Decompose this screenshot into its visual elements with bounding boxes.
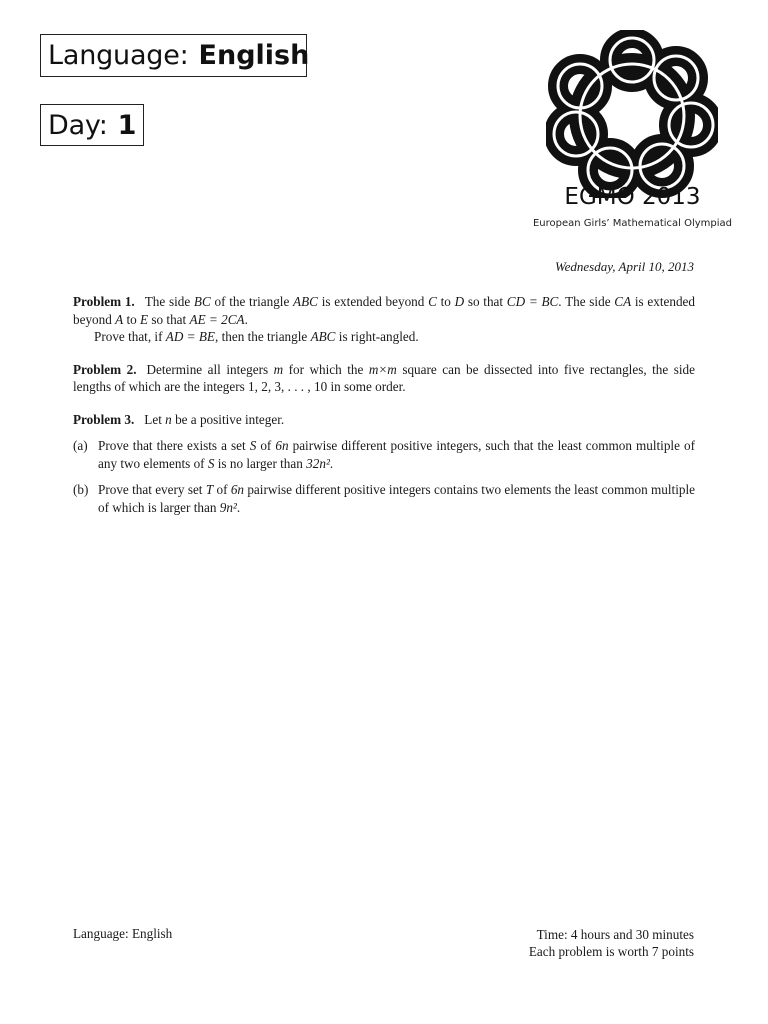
day-label: Day:: [48, 109, 108, 141]
problem-1-title: Problem 1.: [73, 294, 135, 309]
footer-info: [529, 926, 694, 960]
problem-3-part-a: (a) Prove that there exists a set S of 6n pairwise different positive integers, such that the least common multiple of any two elements of S is no larger than 32n².: [73, 438, 695, 471]
day-box: [40, 104, 144, 146]
problem-1-claim: Prove that, if AD = BE, then the triangle ABC is right-angled.: [94, 329, 419, 344]
problem-3-title: Problem 3.: [73, 411, 135, 427]
part-b-marker: (b): [73, 482, 89, 497]
footer-time: Time: 4 hours and 30 minutes: [536, 927, 694, 942]
problem-1: Problem 1. The side BC of the triangle ABC is extended beyond C to D so that CD = BC. The side CA is extended beyond A to E so that AE = 2CA.: [73, 294, 695, 327]
language-value: English: [198, 40, 310, 71]
problem-3: Problem 3. Let n be a positive integer.: [73, 411, 285, 427]
footer-language: Language: English: [73, 926, 173, 941]
problem-list: [73, 293, 695, 516]
problem-2-title: Problem 2.: [73, 361, 137, 377]
logo-title: EGMO 2013: [564, 184, 701, 210]
problem-3-part-b: (b) Prove that every set T of 6n pairwise different positive integers contains two elements the least common multiple of which is larger than 9n².: [73, 482, 695, 515]
exam-date: Wednesday, April 10, 2013: [554, 259, 694, 274]
day-value: 1: [117, 109, 137, 141]
part-a-marker: (a): [73, 438, 88, 453]
problem-2: Problem 2. Determine all integers m for which the m×m square can be dissected into five rectangles, the side lengths of which are the integers 1, 2, 3, . . . , 10 in some order.: [73, 361, 695, 394]
language-label: Language:: [48, 40, 189, 71]
logo-subtitle: European Girls’ Mathematical Olympiad: [532, 218, 733, 229]
language-box: [40, 34, 310, 77]
egmo-knot-logo: [546, 30, 718, 198]
footer-points: Each problem is worth 7 points: [528, 944, 694, 959]
